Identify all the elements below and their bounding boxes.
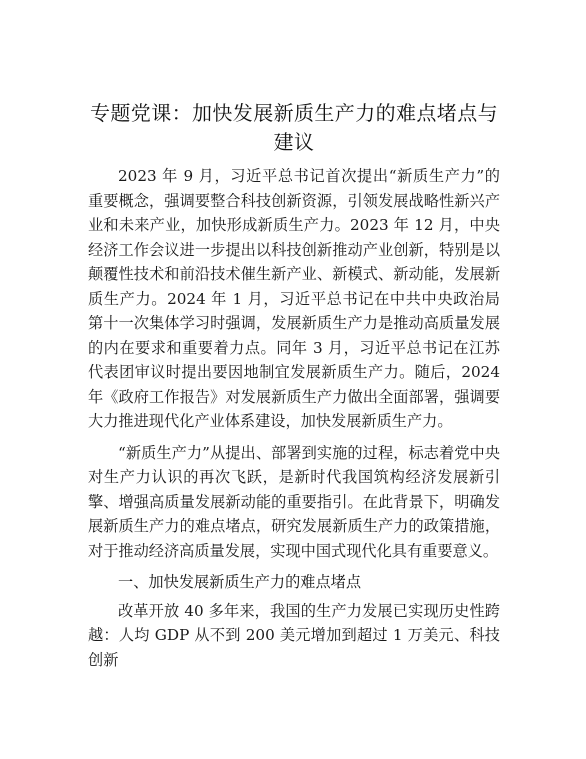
document-body (88, 164, 500, 679)
paragraph-2: “新质生产力”从提出、部署到实施的过程，标志着党中央对生产力认识的再次飞跃，是新时代我国筑构经济发展新引擎、增强高质量发展新动能的重要指引。在此背景下，明确发展新质生产力的难点堵点，研究发展新质生产力的政策措施，对于推动经济高质量发展，实现中国式现代化具有重要意义。 (88, 443, 500, 560)
paragraph-3: 改革开放 40 多年来，我国的生产力发展已实现历史性跨越：人均 GDP 从不到 200 美元增加到超过 1 万美元、科技创新 (88, 601, 500, 669)
document-title: 专题党课：加快发展新质生产力的难点堵点与建议 (90, 101, 498, 154)
section-heading: 一、加快发展新质生产力的难点堵点 (118, 573, 361, 591)
paragraph-1: 2023 年 9 月，习近平总书记首次提出“新质生产力”的重要概念，强调要整合科技创新资源，引领发展战略性新兴产业和未来产业，加快形成新质生产力。2023 年 12 月，中央经济工作会议进一步提出以科技创新推动产业创新，特别是以颠覆性技术和前沿技术催生新产业、新模式、新动能，发展新质生产力。2024 年 1 月，习近平总书记在中共中央政治局第十一次集体学习时强调，发展新质生产力是推动高质量发展的内在要求和重要着力点。同年 3 月，习近平总书记在江苏代表团审议时提出要因地制宜发展新质生产力。随后，2024 年《政府工作报告》对发展新质生产力做出全面部署，强调要大力推进现代化产业体系建设，加快发展新质生产力。 (88, 167, 500, 430)
